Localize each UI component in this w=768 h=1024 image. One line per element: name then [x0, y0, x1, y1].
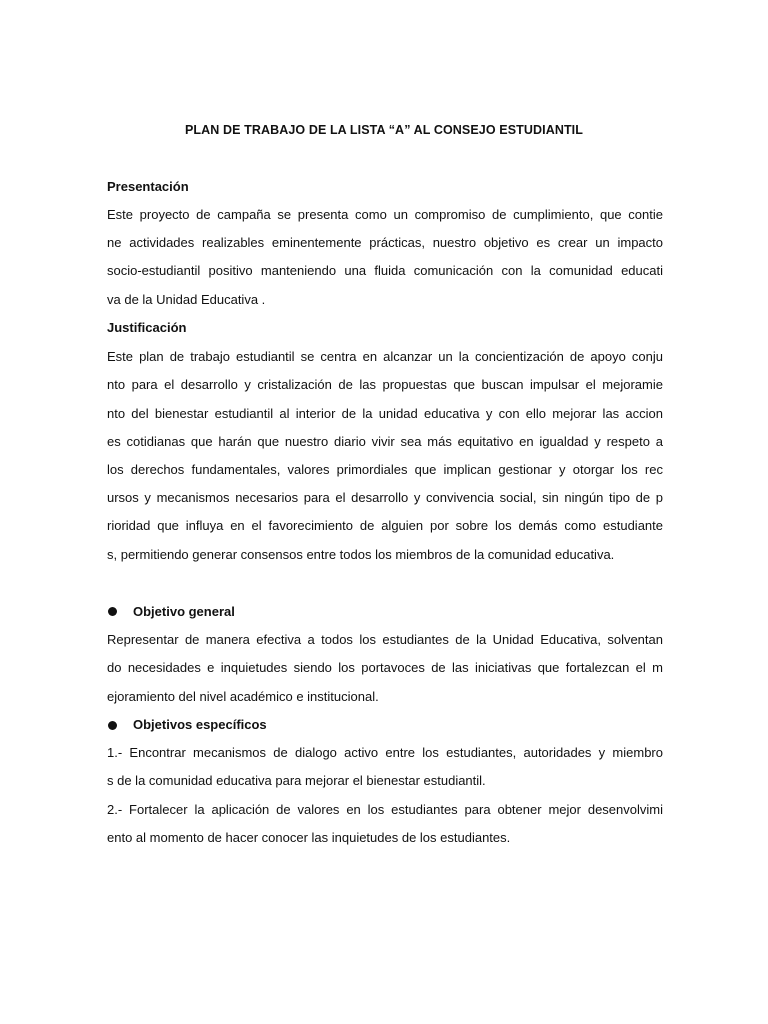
objetivo-general-heading: Objetivo general: [133, 604, 235, 619]
objetivos-especificos-line: ento al momento de hacer conocer las inquietudes de los estudiantes.: [107, 830, 511, 845]
objetivos-especificos-line: 2.- Fortalecer la aplicación de valores en los estudiantes para obtener mejor desenvolvimi: [107, 802, 663, 817]
justificacion-line: Este plan de trabajo estudiantil se centra en alcanzar un la concientización de apoyo conju: [107, 349, 663, 364]
objetivo-general-line: do necesidades e inquietudes siendo los portavoces de las iniciativas que fortalezcan el m: [107, 660, 663, 675]
presentacion-line: Este proyecto de campaña se presenta como un compromiso de cumplimiento, que contie: [107, 207, 663, 222]
objetivo-general-line: Representar de manera efectiva a todos los estudiantes de la Unidad Educativa, solventan: [107, 632, 663, 647]
justificacion-line: rioridad que influya en el favorecimiento de alguien por sobre los demás como estudiante: [107, 518, 663, 533]
justificacion-line: ursos y mecanismos necesarios para el desarrollo y convivencia social, sin ningún tipo de p: [107, 490, 663, 505]
justificacion-line: s, permitiendo generar consensos entre todos los miembros de la comunidad educativa.: [107, 547, 615, 562]
justificacion-line: es cotidianas que harán que nuestro diario vivir sea más equitativo en igualdad y respeto a: [107, 434, 663, 449]
justificacion-line: nto para el desarrollo y cristalización de las propuestas que buscan impulsar el mejoramie: [107, 377, 663, 392]
justificacion-line: nto del bienestar estudiantil al interior de la unidad educativa y con ello mejorar las accion: [107, 406, 663, 421]
presentacion-heading: Presentación: [107, 179, 189, 194]
justificacion-heading: Justificación: [107, 320, 187, 335]
objetivos-especificos-line: 1.- Encontrar mecanismos de dialogo activo entre los estudiantes, autoridades y miembro: [107, 745, 663, 760]
objetivos-especificos-heading: Objetivos específicos: [133, 717, 267, 732]
bullet-icon: [108, 607, 117, 616]
objetivo-general-line: ejoramiento del nivel académico e institucional.: [107, 689, 379, 704]
bullet-icon: [108, 721, 117, 730]
presentacion-line: socio-estudiantil positivo manteniendo una fluida comunicación con la comunidad educati: [107, 263, 663, 278]
presentacion-line: va de la Unidad Educativa .: [107, 292, 266, 307]
presentacion-line: ne actividades realizables eminentemente prácticas, nuestro objetivo es crear un impacto: [107, 235, 663, 250]
document-title: PLAN DE TRABAJO DE LA LISTA “A” AL CONSEJO ESTUDIANTIL: [184, 123, 583, 137]
objetivos-especificos-line: s de la comunidad educativa para mejorar el bienestar estudiantil.: [107, 773, 486, 788]
justificacion-line: los derechos fundamentales, valores primordiales que implican gestionar y otorgar los rec: [107, 462, 663, 477]
